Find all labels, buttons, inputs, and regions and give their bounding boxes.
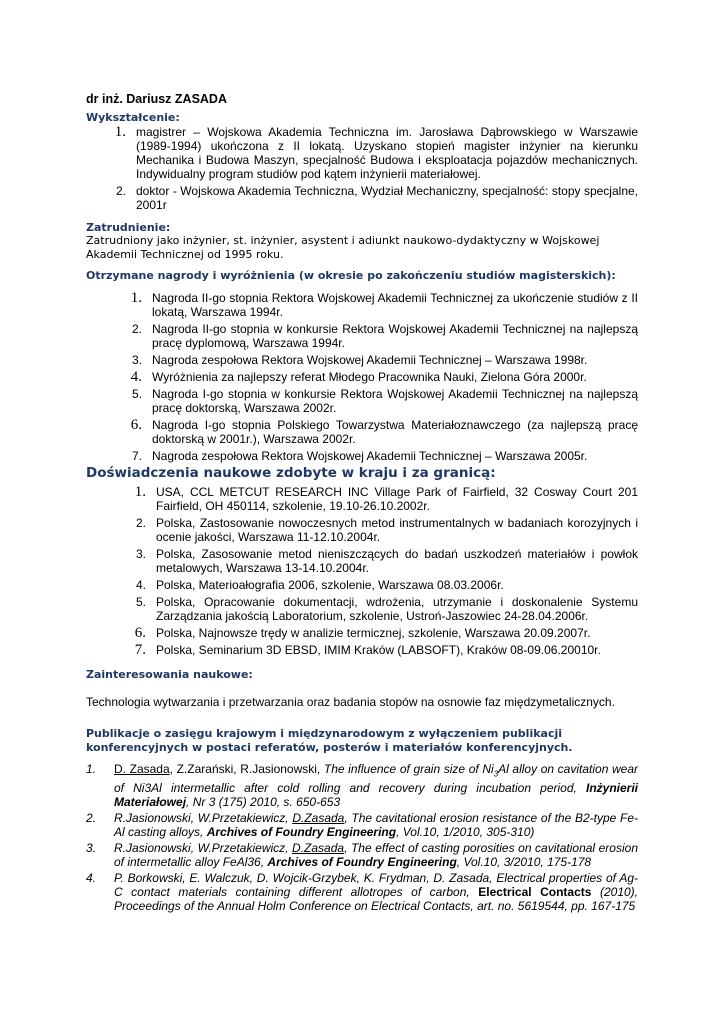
pub-title-b: Al alloy on cavitation wear of Ni3Al intermetallic after cold rolling and recovery during incubation period, xyxy=(114,762,639,796)
list-item xyxy=(126,643,638,657)
list-item xyxy=(126,578,638,592)
pub-details: , Vol.10, 1/2010, 305-310) xyxy=(396,825,535,840)
item-number: 5. xyxy=(135,595,146,609)
item-text: Polska, Opracowanie dokumentacji, wdrożenia, utrzymanie i doskonalenie Systemu Zarządzania jakością Laboratorium, szkolenie, Ustroń-Jaszowiec 24-28.04.2006r. xyxy=(156,595,638,623)
publication-item xyxy=(86,811,638,839)
education-list xyxy=(86,125,638,212)
item-number: 6. xyxy=(130,417,142,433)
pub-title: , The cavitational erosion resistance of the B2-type Fe-Al casting alloys, xyxy=(114,811,639,840)
pub-authors-title: P. Borkowski, E. Walczuk, D. Wojcik-Grzybek, K. Frydman, D. Zasada, Electrical properties of Ag-C contact materials containing different allotropes of carbon, xyxy=(114,871,638,900)
item-number: 7. xyxy=(134,642,146,658)
item-number: 3. xyxy=(86,841,97,856)
publication-item xyxy=(86,762,638,809)
interests-heading: Zainteresowania naukowe: xyxy=(86,668,253,681)
pub-journal: Archives of Foundry Engineering xyxy=(267,855,457,870)
item-text: Polska, Najnowsze trędy w analizie termicznej, szkolenie, Warszawa 20.09.2007r. xyxy=(156,626,591,640)
publication-item xyxy=(86,871,638,913)
publications-heading xyxy=(86,727,638,755)
list-item xyxy=(126,626,638,640)
item-number: 2. xyxy=(115,184,126,198)
item-number: 1. xyxy=(114,124,126,140)
pub-journal: Inżynierii Materiałowej xyxy=(114,781,638,810)
item-text: Polska, Zastosowanie nowoczesnych metod instrumentalnych w badaniach korozyjnych i ocenie jakości, Warszawa 11-12.10.2004r. xyxy=(156,516,638,544)
author-underlined: D.Zasada xyxy=(292,811,345,826)
pub-details: , Vol.10, 3/2010, 175-178 xyxy=(456,855,592,870)
author-name: dr inż. Dariusz ZASADA xyxy=(86,92,227,106)
awards-heading: Otrzymane nagrody i wyróżnienia (w okresie po zakończeniu studiów magisterskich): xyxy=(86,269,616,282)
item-text: Nagroda II-go stopnia w konkursie Rektora Wojskowej Akademii Technicznej na najlepszą pracę dyplomową, Warszawa 1994r. xyxy=(152,322,638,350)
item-number: 5. xyxy=(131,387,142,401)
experience-heading: Doświadczenia naukowe zdobyte w kraju i za granicą: xyxy=(86,465,496,481)
item-number: 2. xyxy=(135,516,146,530)
list-item xyxy=(126,595,638,623)
pub-journal: Archives of Foundry Engineering xyxy=(206,825,397,840)
item-text: Polska, Zasosowanie metod nieniszczących do badań uszkodzeń materiałów i powłok metalowych, Warszawa 13-14.10.2004r. xyxy=(156,547,638,575)
item-number: 4. xyxy=(130,369,142,385)
item-number: 1. xyxy=(86,762,97,776)
item-text: Nagroda I-go stopnia w konkursie Rektora Wojskowej Akademii Technicznej na najlepszą pracę doktorską, Warszawa 2002r. xyxy=(152,387,638,415)
publication-item xyxy=(86,841,638,869)
publications-heading-line2: konferencyjnych w postaci referatów, posterów i materiałów konferencyjnych. xyxy=(86,741,573,754)
pub-details: , Nr 3 (175) 2010, s. 650-653 xyxy=(186,795,341,810)
list-item xyxy=(126,353,638,367)
list-item xyxy=(126,547,638,575)
pub-journal: Electrical Contacts xyxy=(478,885,592,900)
pub-details: (2010), Proceedings of the Annual Holm Conference on Electrical Contacts, art. no. 5619544, pp. 167-175 xyxy=(114,885,638,914)
item-text: Wyróżnienia za najlepszy referat Młodego Pracownika Nauki, Zielona Góra 2000r. xyxy=(152,370,587,384)
pub-subscript: 3 xyxy=(493,769,499,779)
item-number: 7. xyxy=(131,449,142,463)
item-text: Nagroda zespołowa Rektora Wojskowej Akademii Technicznej – Warszawa 2005r. xyxy=(152,449,588,463)
interests-text: Technologia wytwarzania i przetwarzania oraz badania stopów na osnowie faz międzymetalicznych. xyxy=(86,695,615,709)
cv-document xyxy=(86,92,638,915)
pub-title: , The effect of casting porosities on cavitational erosion of intermetallic alloy FeAl36, xyxy=(114,841,638,870)
item-number: 2. xyxy=(131,322,142,336)
item-number: 1. xyxy=(130,290,142,306)
item-text: Polska, Materioałografia 2006, szkolenie, Warszawa 08.03.2006r. xyxy=(156,578,504,592)
item-number: 3. xyxy=(131,353,142,367)
publications-heading-line1: Publikacje o zasięgu krajowym i międzynarodowym z wyłączeniem publikacji xyxy=(86,727,563,740)
list-item xyxy=(126,291,638,319)
publications-list xyxy=(86,762,638,913)
pub-authors: R.Jasionowski, W.Przetakiewicz, xyxy=(114,841,289,856)
item-number: 1. xyxy=(134,484,146,500)
list-item xyxy=(126,370,638,384)
item-text: Polska, Seminarium 3D EBSD, IMIM Kraków (LABSOFT), Kraków 08-09.06.20010r. xyxy=(156,643,601,657)
author-underlined: D. Zasada xyxy=(114,762,170,776)
pub-authors: , Z.Zarański, R.Jasionowski, xyxy=(169,762,321,776)
list-item xyxy=(126,485,638,513)
publication-text xyxy=(114,762,638,809)
list-item xyxy=(126,516,638,544)
author-underlined: D.Zasada xyxy=(292,841,345,856)
list-item xyxy=(126,449,638,463)
publication-text xyxy=(114,871,638,913)
item-number: 3. xyxy=(135,547,146,561)
experience-list xyxy=(86,485,638,657)
list-item xyxy=(126,322,638,350)
item-text: magistrer – Wojskowa Akademia Techniczna im. Jarosława Dąbrowskiego w Warszawie (1989-1994) ukończona z II lokatą. Uzyskano stopień magister inżynier na kierunku Mechanika i Budowa Maszyn, specjalność Budowa i eksploatacja pojazdów mechanicznych. Indywidualny program studiów pod kątem inżynierii materiałowej. xyxy=(136,125,638,181)
list-item xyxy=(110,184,638,212)
item-text: USA, CCL METCUT RESEARCH INC Village Park of Fairfield, 32 Cosway Court 201 Fairfield, OH 450114, szkolenie, 19.10-26.10.2002r. xyxy=(156,485,638,513)
education-heading: Wykształcenie: xyxy=(86,111,180,124)
item-text: Nagroda zespołowa Rektora Wojskowej Akademii Technicznej – Warszawa 1998r. xyxy=(152,353,588,367)
item-number: 2. xyxy=(86,811,97,826)
item-text: Nagroda I-go stopnia Polskiego Towarzystwa Materiałoznawczego (za najlepszą pracę doktorską w 2001r.), Warszawa 2002r. xyxy=(152,418,638,446)
pub-title-a: The influence of grain size of Ni xyxy=(323,762,494,776)
item-number: 6. xyxy=(134,625,146,641)
employment-text: Zatrudniony jako inżynier, st. inżynier, asystent i adiunkt naukowo-dydaktyczny w Wojskowej Akademii Technicznej od 1995 roku. xyxy=(86,234,600,261)
employment-heading: Zatrudnienie: xyxy=(86,221,171,234)
pub-authors: R.Jasionowski, W.Przetakiewicz, xyxy=(114,811,289,826)
item-text: Nagroda II-go stopnia Rektora Wojskowej Akademii Technicznej za ukończenie studiów z II lokatą, Warszawa 1994r. xyxy=(152,291,638,319)
item-number: 4. xyxy=(86,871,97,886)
list-item xyxy=(110,125,638,181)
publication-text xyxy=(114,811,638,839)
item-number: 4. xyxy=(135,578,146,592)
publication-text xyxy=(114,841,638,869)
item-text: doktor - Wojskowa Akademia Techniczna, Wydział Mechaniczny, specjalność: stopy specjalne, 2001r xyxy=(136,184,638,212)
list-item xyxy=(126,418,638,446)
awards-list xyxy=(86,291,638,463)
list-item xyxy=(126,387,638,415)
